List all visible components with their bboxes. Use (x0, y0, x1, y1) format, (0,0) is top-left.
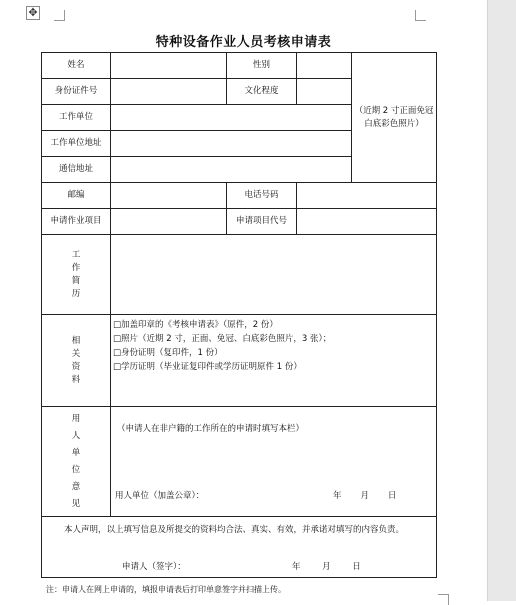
postcode-field[interactable] (111, 183, 227, 209)
item-code-field[interactable] (297, 209, 437, 235)
vertical-scrollbar[interactable] (487, 0, 516, 601)
gender-field[interactable] (297, 53, 352, 79)
label-id-number: 身份证件号 (42, 79, 111, 105)
materials-item[interactable]: □照片（近期 2 寸，正面、免冠、白底彩色照片，3 张）； (113, 334, 332, 344)
label-materials: 相 关 资 料 (42, 315, 111, 407)
footnote: 注：申请人在网上申请的，填报申请表后打印单意签字并扫描上传。 (46, 585, 286, 594)
materials-item[interactable]: □加盖印章的《考核申请表》（原件，2 份） (113, 320, 278, 330)
applicant-sign-label: 申请人（签字）： (122, 562, 186, 572)
photo-area[interactable] (352, 53, 437, 183)
page-corner-mark (438, 594, 449, 605)
materials-item[interactable]: □学历证明（毕业证复印件或学历证明原件 1 份） (113, 362, 302, 372)
work-history-field[interactable] (111, 235, 437, 315)
employer-opinion-field[interactable] (111, 407, 437, 517)
employer-note: （申请人在非户籍的工作所在的申请时填写本栏） (117, 424, 305, 434)
label-work-history: 工 作 简 历 (42, 235, 111, 315)
declaration-cell[interactable] (42, 517, 437, 578)
declaration-text: 本人声明，以上填写信息及所提交的资料均合法、真实、有效，并承诺对填写的内容负责。 (64, 525, 405, 535)
label-phone: 电话号码 (227, 183, 297, 209)
label-education: 文化程度 (227, 79, 297, 105)
label-item-code: 申请项目代号 (227, 209, 297, 235)
label-employer-opinion: 用 人 单 位 意 见 (42, 407, 111, 517)
application-form-table (41, 52, 437, 578)
applicant-sign-date: 年 月 日 (292, 562, 361, 572)
work-address-field[interactable] (111, 131, 352, 157)
label-work-address: 工作单位地址 (42, 131, 111, 157)
label-name: 姓名 (42, 53, 111, 79)
page-corner-mark (54, 10, 65, 21)
page-corner-mark (415, 10, 426, 21)
table-move-handle-icon[interactable]: ✥ (26, 6, 40, 20)
label-gender: 性别 (227, 53, 297, 79)
phone-field[interactable] (297, 183, 437, 209)
education-field[interactable] (297, 79, 352, 105)
id-number-field[interactable] (111, 79, 227, 105)
apply-item-field[interactable] (111, 209, 227, 235)
form-title: 特种设备作业人员考核申请表 (155, 35, 332, 50)
photo-note: （近期 2 寸正面免冠白底彩色照片） (354, 105, 434, 129)
label-postcode: 邮编 (42, 183, 111, 209)
mailing-address-field[interactable] (111, 157, 352, 183)
label-apply-item: 申请作业项目 (42, 209, 111, 235)
name-field[interactable] (111, 53, 227, 79)
employer-sign-date: 年 月 日 (333, 491, 397, 501)
employer-sign-label: 用人单位（加盖公章）： (115, 491, 205, 501)
label-work-unit: 工作单位 (42, 105, 111, 131)
materials-checklist (111, 315, 437, 407)
materials-item[interactable]: □身份证明（复印件，1 份） (113, 348, 223, 358)
label-mailing-address: 通信地址 (42, 157, 111, 183)
work-unit-field[interactable] (111, 105, 352, 131)
